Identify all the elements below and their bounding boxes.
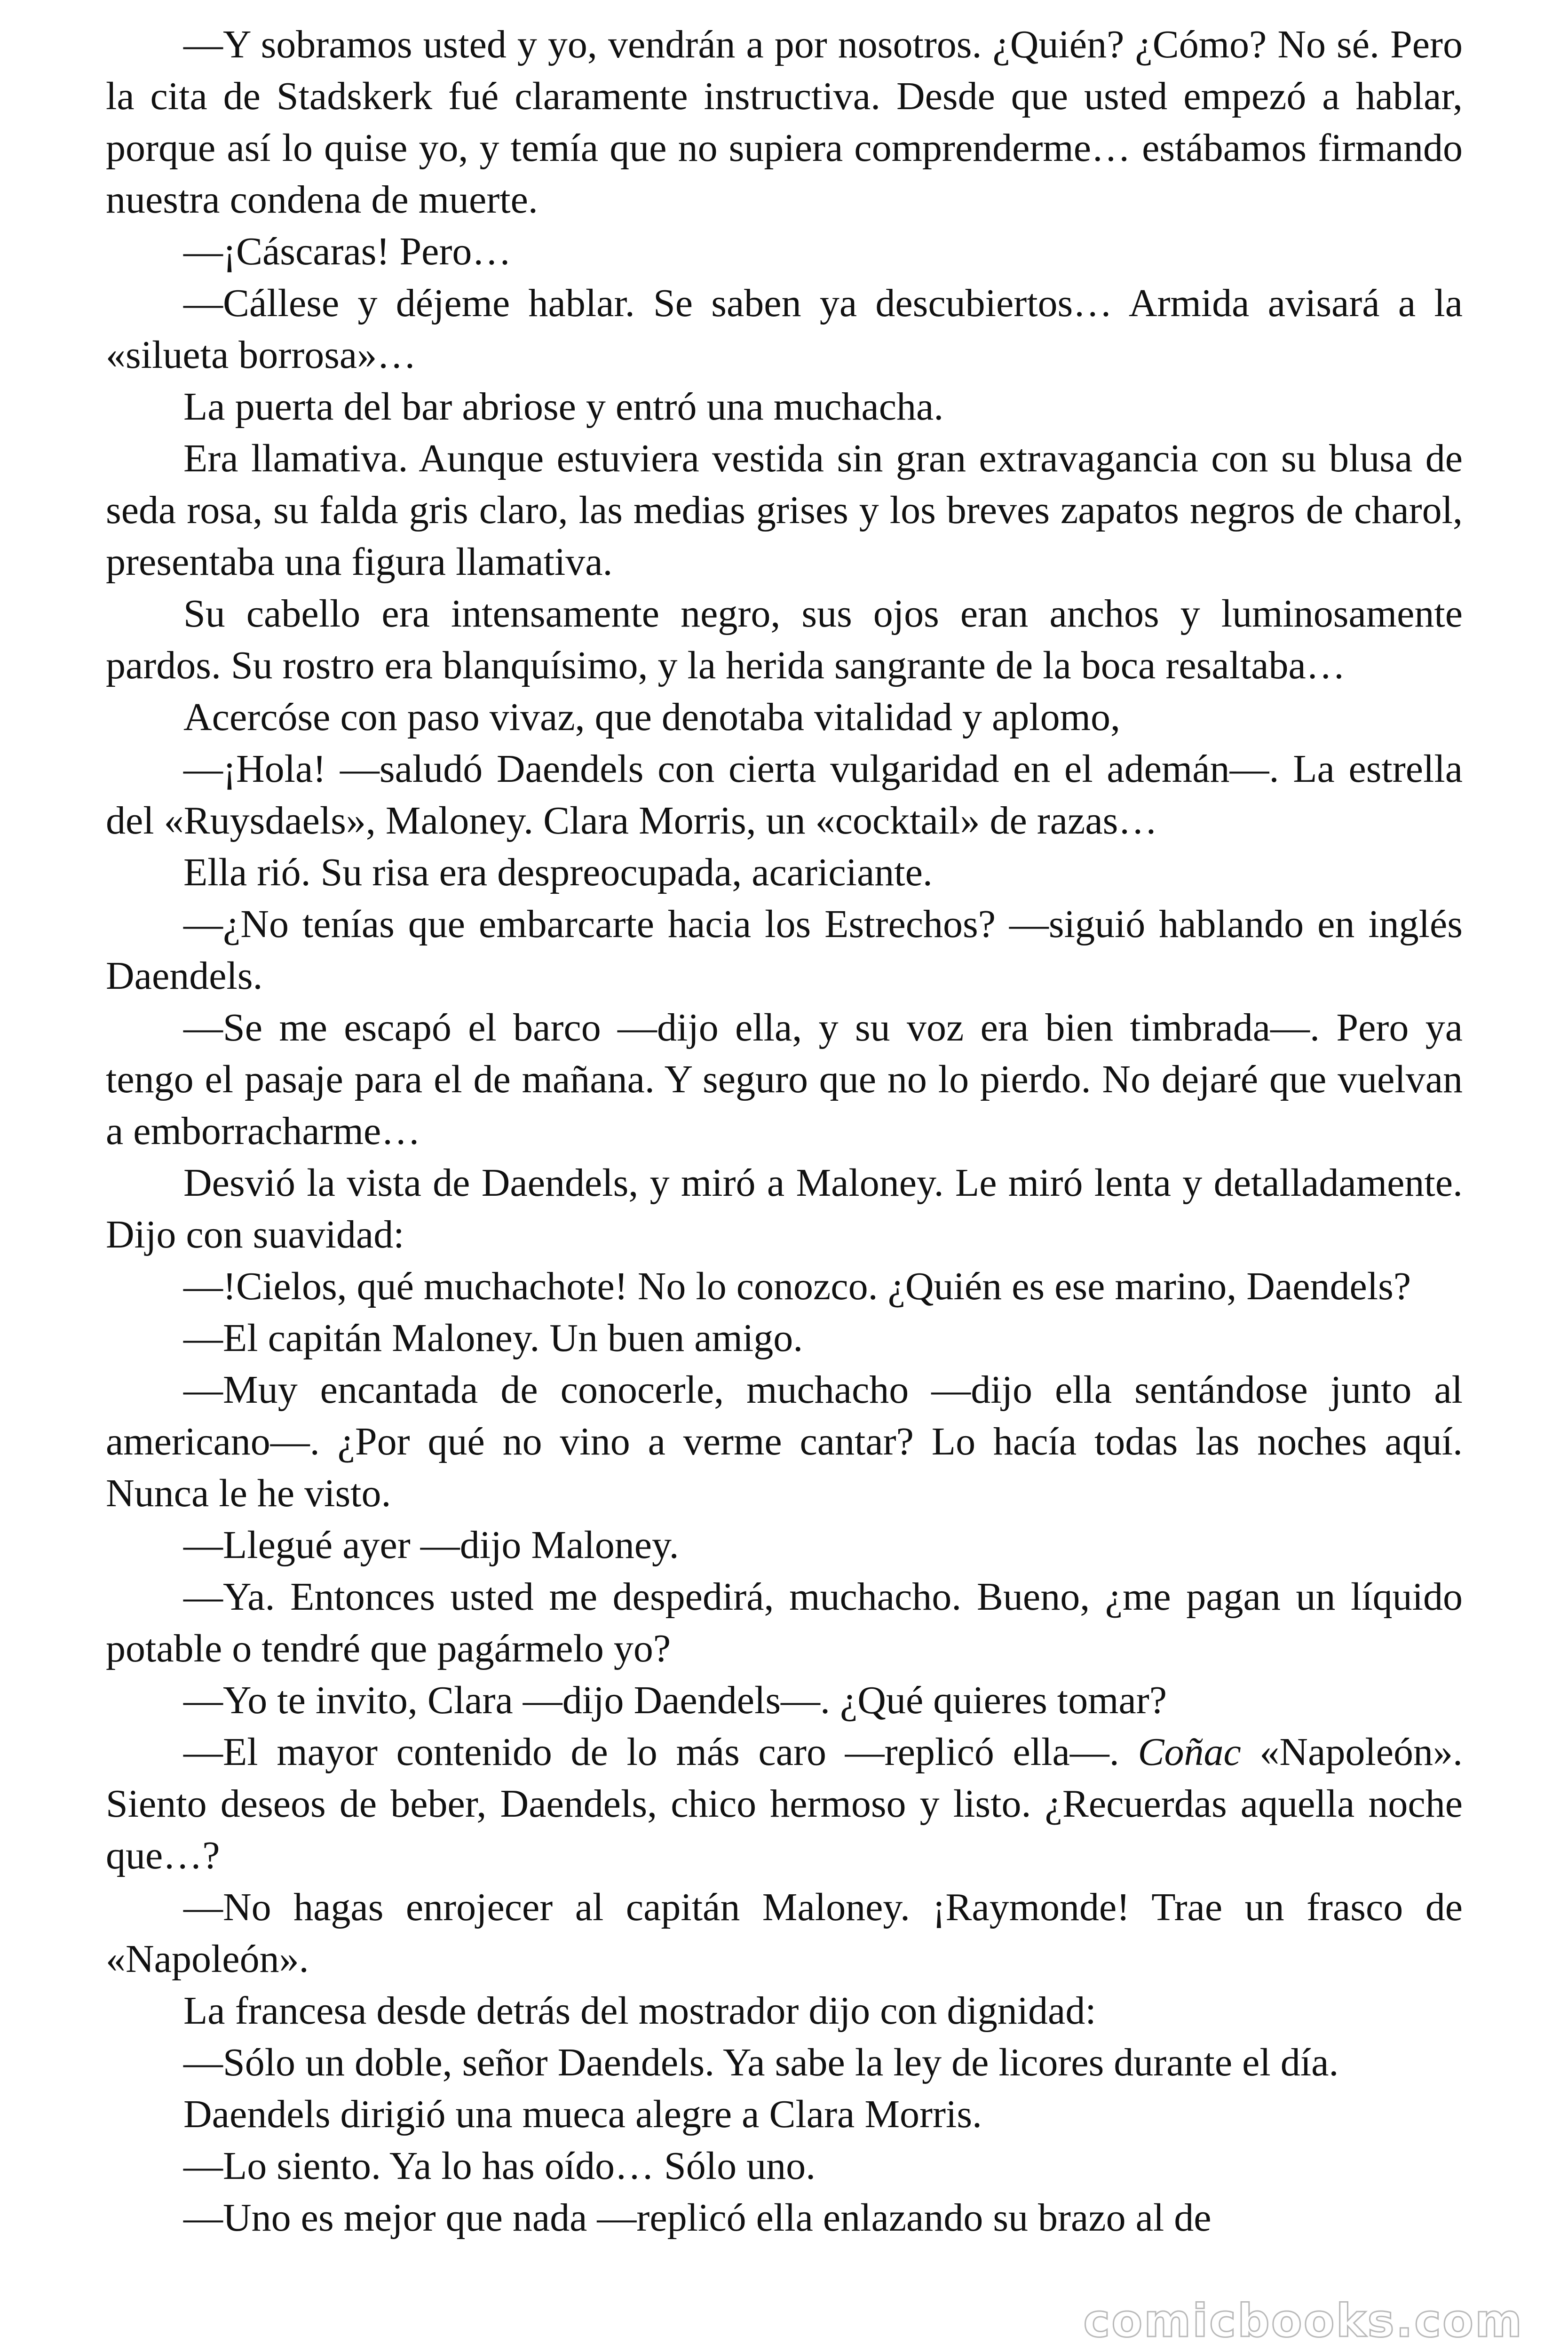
paragraph: —!Cielos, qué muchachote! No lo conozco. ¿Quién es ese marino, Daendels? <box>183 1264 1411 1308</box>
paragraph: —¡Hola! —saludó Daendels con cierta vulgaridad en el ademán—. La estrella del «Ruysdaels», Maloney. Clara Morris, un «cocktail» de razas… <box>106 747 1463 842</box>
document-body <box>106 19 1463 2244</box>
paragraph: —Yo te invito, Clara —dijo Daendels—. ¿Qué quieres tomar? <box>183 1678 1167 1722</box>
paragraph: —Se me escapó el barco —dijo ella, y su voz era bien timbrada—. Pero ya tengo el pasaje para el de mañana. Y seguro que no lo pierdo. No dejaré que vuelvan a emborracharme… <box>106 1006 1463 1153</box>
paragraph: Su cabello era intensamente negro, sus ojos eran anchos y luminosamente pardos. Su rostro era blanquísimo, y la herida sangrante de la boca resaltaba… <box>106 592 1463 687</box>
paragraph: La francesa desde detrás del mostrador dijo con dignidad: <box>183 1989 1096 2033</box>
paragraph: Acercóse con paso vivaz, que denotaba vitalidad y aplomo, <box>183 695 1120 739</box>
paragraph-with-italic <box>106 1726 1463 1882</box>
paragraph: —Muy encantada de conocerle, muchacho —dijo ella sentándose junto al americano—. ¿Por qué no vino a verme cantar? Lo hacía todas las noches aquí. Nunca le he visto. <box>106 1368 1463 1515</box>
paragraph: —Y sobramos usted y yo, vendrán a por nosotros. ¿Quién? ¿Cómo? No sé. Pero la cita de Stadskerk fué claramente instructiva. Desde que usted empezó a hablar, porque así lo quise yo, y temía que no supiera comprenderme… estábamos firmando nuestra condena de muerte. <box>106 23 1463 222</box>
paragraph: —No hagas enrojecer al capitán Maloney. ¡Raymonde! Trae un frasco de «Napoleón». <box>106 1885 1463 1981</box>
paragraph: —¡Cáscaras! Pero… <box>183 230 512 273</box>
paragraph-text: —El mayor contenido de lo más caro —replicó ella—. <box>183 1730 1138 1774</box>
paragraph: —Cállese y déjeme hablar. Se saben ya descubiertos… Armida avisará a la «silueta borrosa»… <box>106 281 1463 377</box>
paragraph: Era llamativa. Aunque estuviera vestida sin gran extravagancia con su blusa de seda rosa, su falda gris claro, las medias grises y los breves zapatos negros de charol, presentaba una figura llamativa. <box>106 437 1463 584</box>
italic-word: Coñac <box>1138 1730 1241 1774</box>
paragraph: —¿No tenías que embarcarte hacia los Estrechos? —siguió hablando en inglés Daendels. <box>106 902 1463 998</box>
paragraph: —El capitán Maloney. Un buen amigo. <box>183 1316 803 1360</box>
paragraph: Desvió la vista de Daendels, y miró a Maloney. Le miró lenta y detalladamente. Dijo con suavidad: <box>106 1161 1463 1256</box>
paragraph: —Ya. Entonces usted me despedirá, muchacho. Bueno, ¿me pagan un líquido potable o tendré que pagármelo yo? <box>106 1575 1463 1670</box>
paragraph: —Uno es mejor que nada —replicó ella enlazando su brazo al de <box>183 2196 1212 2240</box>
paragraph-text: «Napoleón». Siento deseos de beber, Daendels, chico hermoso y listo. ¿Recuerdas aquella noche que…? <box>106 1730 1463 1877</box>
paragraph: —Llegué ayer —dijo Maloney. <box>183 1523 679 1567</box>
watermark: comicbooks.com <box>1083 2295 1523 2347</box>
paragraph: La puerta del bar abriose y entró una muchacha. <box>183 385 944 429</box>
paragraph: —Sólo un doble, señor Daendels. Ya sabe la ley de licores durante el día. <box>183 2041 1339 2084</box>
paragraph: Ella rió. Su risa era despreocupada, acariciante. <box>183 850 933 894</box>
paragraph: Daendels dirigió una mueca alegre a Clara Morris. <box>183 2092 982 2136</box>
paragraph: —Lo siento. Ya lo has oído… Sólo uno. <box>183 2144 816 2188</box>
